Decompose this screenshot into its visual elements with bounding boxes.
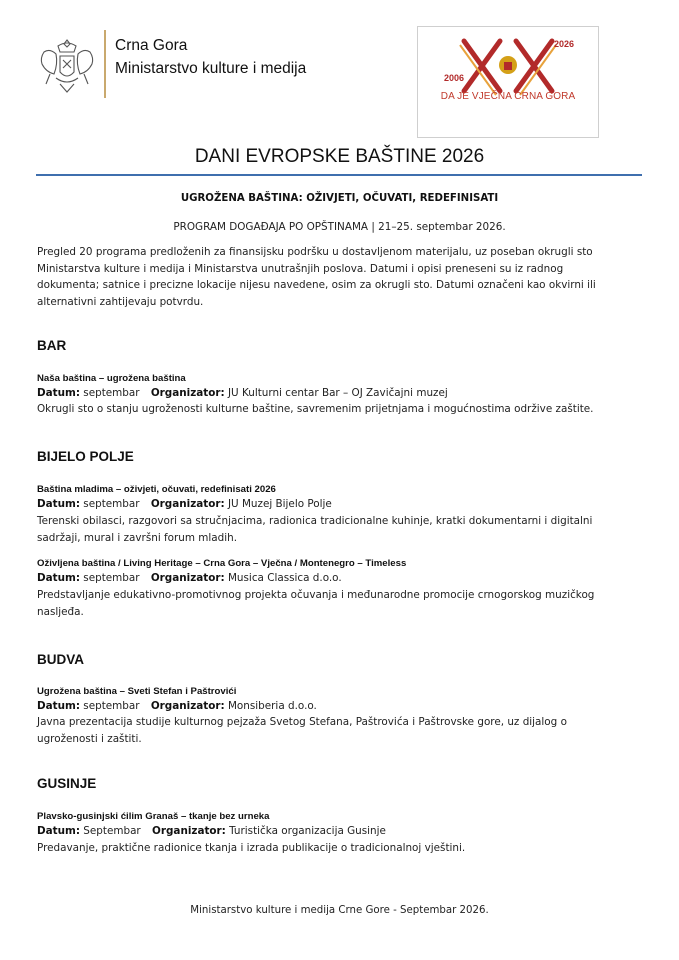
document-subtitle: UGROŽENA BAŠTINA: OŽIVJETI, OČUVATI, REDEFINISATI bbox=[180, 193, 499, 204]
event-organizer: Turistička organizacija Gusinje bbox=[229, 825, 386, 837]
event-date: septembar bbox=[83, 572, 140, 584]
event-date: Septembar bbox=[83, 825, 141, 837]
document-title: DANI EVROPSKE BAŠTINE 2026 bbox=[194, 146, 485, 167]
event-description bbox=[37, 587, 643, 621]
event-title: Baština mladima – oživjeti, očuvati, redefinisati 2026 bbox=[37, 484, 276, 495]
coat-of-arms-icon bbox=[36, 34, 98, 98]
section-heading-budva: BUDVA bbox=[37, 652, 84, 667]
event-organizer: Musica Classica d.o.o. bbox=[227, 572, 342, 584]
event-date: septembar bbox=[83, 700, 140, 712]
intro-paragraph bbox=[37, 244, 643, 310]
date-label: Datum: bbox=[37, 700, 80, 712]
description-line: Javna prezentacija studije kulturnog pejzaža Svetog Stefana, Paštrovića i Paštrovske gore, uz dijalog o bbox=[37, 716, 567, 728]
intro-line: alternativni zahtijevaju potvrdu. bbox=[37, 295, 204, 308]
event-organizer: Monsiberia d.o.o. bbox=[227, 700, 317, 712]
ministry-block bbox=[115, 34, 306, 80]
event-title: Naša baština – ugrožena baština bbox=[37, 373, 186, 384]
event-organizer: JU Kulturni centar Bar – OJ Zavičajni muzej bbox=[227, 387, 448, 399]
title-underline bbox=[36, 174, 642, 176]
date-label: Datum: bbox=[37, 572, 80, 584]
event-description bbox=[37, 513, 643, 547]
event-meta bbox=[37, 825, 386, 837]
organizer-label: Organizator: bbox=[150, 572, 225, 584]
intro-line: dokumenta; satnice i precizne lokacije nijesu navedene, osim za okrugli sto. Datumi označeni kao okvirni ili bbox=[37, 279, 596, 291]
organizer-label: Organizator: bbox=[150, 700, 225, 712]
event-meta bbox=[37, 387, 448, 399]
event-title: Ugrožena baština – Sveti Stefan i Paštrovići bbox=[37, 686, 237, 697]
description-line: ugroženosti i zaštiti. bbox=[37, 733, 142, 745]
intro-line: Pregled 20 programa predloženih za finansijsku podršku u dostavljenom materijalu, uz poseban okrugli sto bbox=[37, 246, 593, 258]
description-line: Okrugli sto o stanju ugroženosti kulturne baštine, savremenim prijetnjama i mogućnostima održive zaštite. bbox=[37, 403, 594, 415]
event-description bbox=[37, 714, 643, 748]
ministry-name: Ministarstvo kulture i medija bbox=[115, 60, 307, 77]
event-title: Oživljena baština / Living Heritage – Crna Gora – Vječna / Montenegro – Timeless bbox=[37, 558, 407, 569]
event-description bbox=[37, 840, 643, 857]
description-line: Predavanje, praktične radionice tkanja i izrada publikacije o tradicionalnoj vještini. bbox=[37, 842, 466, 854]
intro-line: Ministarstva kulture i medija i Ministarstva unutrašnjih poslova. Datumi i opisi preneseni su iz radnog bbox=[37, 262, 564, 275]
event-title: Plavsko-gusinjski ćilim Granaš – tkanje bez urneka bbox=[37, 811, 270, 822]
organizer-label: Organizator: bbox=[150, 498, 225, 510]
description-line: Terenski obilasci, razgovori sa stručnjacima, radionica tradicionalne kuhinje, kratki dokumentarni i digitalni bbox=[37, 515, 593, 527]
event-meta bbox=[37, 700, 317, 712]
date-label: Datum: bbox=[37, 498, 80, 510]
header-divider bbox=[104, 30, 106, 98]
organizer-label: Organizator: bbox=[152, 825, 226, 837]
event-date: septembar bbox=[83, 498, 140, 510]
section-heading-gusinje: GUSINJE bbox=[37, 776, 97, 791]
event-organizer: JU Muzej Bijelo Polje bbox=[227, 498, 332, 510]
event-description bbox=[37, 401, 643, 418]
anniversary-logo bbox=[417, 26, 599, 138]
program-line: PROGRAM DOGAĐAJA PO OPŠTINAMA | 21–25. septembar 2026. bbox=[173, 221, 506, 233]
description-line: sadržaji, mural i završni forum mladih. bbox=[37, 532, 238, 544]
event-date: septembar bbox=[83, 387, 140, 399]
letterhead bbox=[36, 28, 643, 140]
section-heading-bar: BAR bbox=[37, 338, 67, 353]
section-heading-bijelo-polje: BIJELO POLJE bbox=[37, 449, 134, 464]
logo-year-start: 2006 bbox=[444, 73, 465, 83]
country-name: Crna Gora bbox=[115, 37, 188, 54]
date-label: Datum: bbox=[37, 387, 80, 399]
event-meta bbox=[37, 498, 332, 510]
event-meta bbox=[37, 572, 342, 584]
organizer-label: Organizator: bbox=[150, 387, 225, 399]
date-label: Datum: bbox=[37, 825, 80, 837]
description-line: Predstavljanje edukativno-promotivnog projekta očuvanja i međunarodne promocije crnogorskog muzičkog bbox=[37, 589, 595, 601]
description-line: nasljeđa. bbox=[37, 606, 84, 618]
page-footer: Ministarstvo kulture i medija Crne Gore - Septembar 2026. bbox=[190, 905, 489, 916]
logo-motto: DA JE VJEČNA CRNA GORA bbox=[440, 91, 576, 102]
logo-year-end: 2026 bbox=[554, 39, 575, 49]
